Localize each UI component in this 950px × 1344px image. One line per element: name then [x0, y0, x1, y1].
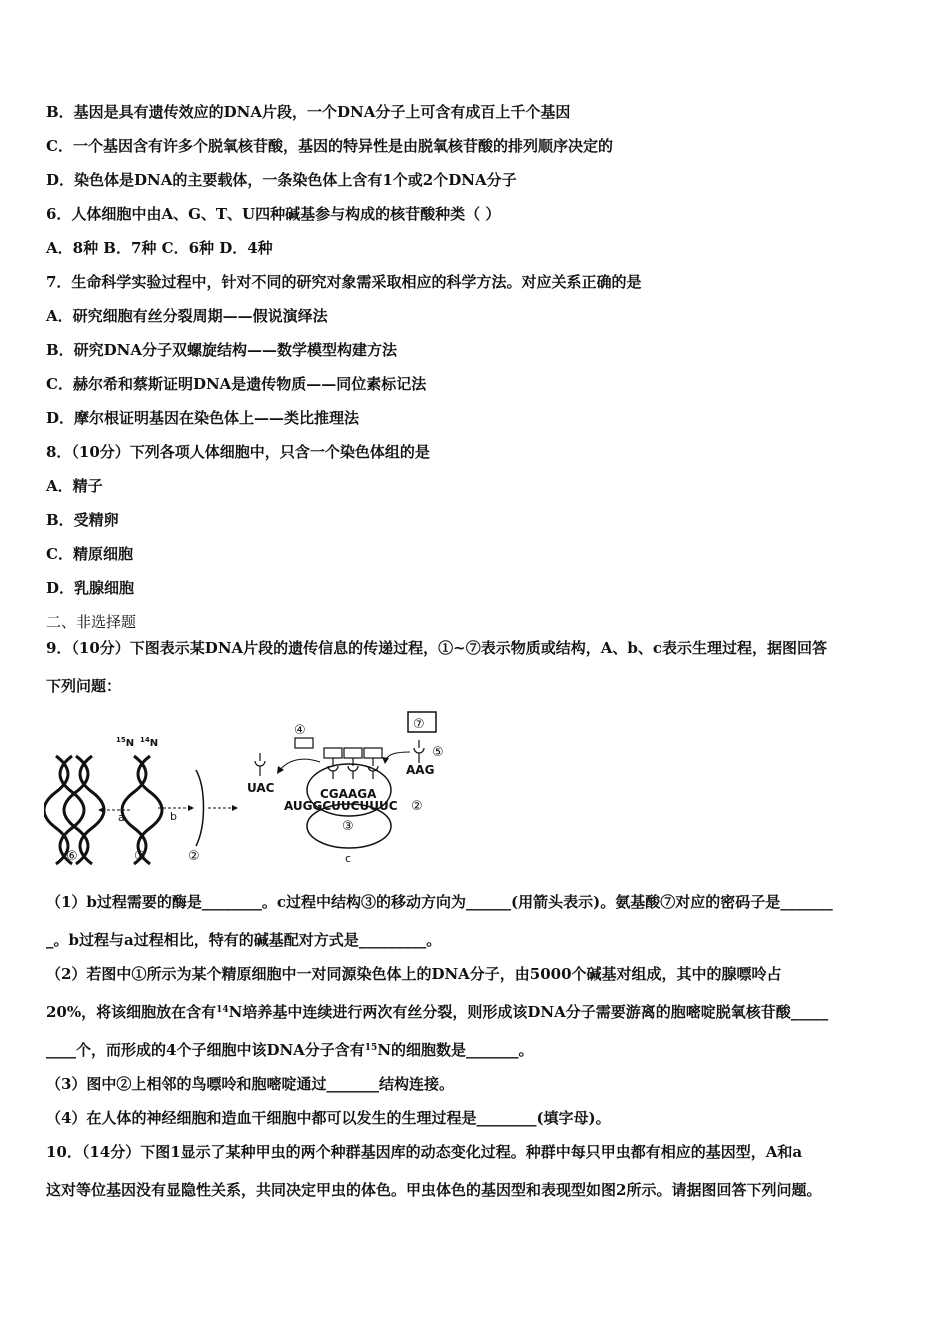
option-c-line: C．一个基因含有许多个脱氧核苷酸，基因的特异性是由脱氧核苷酸的排列顺序决定的 — [46, 137, 613, 155]
amino-acid-box-2 — [344, 748, 362, 758]
amino-acid-box-1 — [324, 748, 342, 758]
n14-label: $^{14}$N — [140, 736, 159, 749]
question-7-option-c: C．赫尔希和蔡斯证明DNA是遗传物质——同位素标记法 — [46, 375, 427, 393]
trna-in-arrow — [386, 752, 410, 760]
marker-7: ⑦ — [413, 717, 425, 732]
marker-2b: ② — [411, 799, 423, 814]
sq2c-pre: ____个，而形成的4个子细胞中该DNA分子含有 — [46, 1041, 365, 1059]
question-6: 6．人体细胞中由A、G、T、U四种碱基参与构成的核苷酸种类（ ） — [46, 205, 501, 223]
trna-out-arrow — [280, 759, 320, 770]
label-b: b — [170, 810, 177, 823]
section-heading: 二、非选择题 — [46, 613, 137, 631]
marker-4: ④ — [294, 723, 306, 738]
question-10-cont: 这对等位基因没有显隐性关系，共同决定甲虫的体色。甲虫体色的基因型和表现型如图2所示。请据图回答下列问题。 — [46, 1181, 822, 1199]
anticodon-aag: AAG — [406, 763, 435, 777]
sq2c-sup: 15 — [364, 1043, 378, 1053]
question-10: 10．（14分）下图1显示了某种甲虫的两个种群基因库的动态变化过程。种群中每只甲虫都有相应的基因型，A和a — [46, 1143, 803, 1161]
sq2-pre: 20%，将该细胞放在含有 — [46, 1003, 217, 1021]
trna-in-arrowhead — [382, 757, 389, 764]
marker-6: ⑥ — [66, 849, 78, 864]
sub-question-1-cont: _。b过程与a过程相比，特有的碱基配对方式是_________。 — [46, 931, 442, 949]
label-c: c — [345, 852, 352, 865]
question-8-option-c: C．精原细胞 — [46, 545, 133, 563]
sq2c-post: N的细胞数是_______。 — [377, 1041, 534, 1059]
dna-transfer-diagram — [44, 708, 444, 868]
sq2-post: N培养基中连续进行两次有丝分裂，则形成该DNA分子需要游离的胞嘧啶脱氧核苷酸_____ — [228, 1003, 829, 1021]
option-b-line: B．基因是具有遗传效应的DNA片段，一个DNA分子上可含有成百上千个基因 — [46, 103, 571, 121]
question-8-option-a: A．精子 — [46, 477, 103, 495]
option-d-line: D．染色体是DNA的主要载体，一条染色体上含有1个或2个DNA分子 — [46, 171, 517, 189]
trna-group — [255, 740, 424, 779]
marker-1: ① — [134, 849, 146, 864]
sub-question-2: （2）若图中①所示为某个精原细胞中一对同源染色体上的DNA分子，由5000个碱基对组成，其中的腺嘌呤占 — [46, 965, 782, 983]
sub-question-4: （4）在人体的神经细胞和造血干细胞中都可以发生的生理过程是________(填字母)。 — [46, 1109, 611, 1127]
sub-question-3: （3）图中②上相邻的鸟嘌呤和胞嘧啶通过_______结构连接。 — [46, 1075, 454, 1093]
question-8-option-b: B．受精卵 — [46, 511, 119, 529]
marker-3: ③ — [342, 819, 354, 834]
question-7-option-d: D．摩尔根证明基因在染色体上——类比推理法 — [46, 409, 360, 427]
peptide-box — [295, 738, 313, 748]
question-7-option-b: B．研究DNA分子双螺旋结构——数学模型构建方法 — [46, 341, 398, 359]
amino-acid-box-3 — [364, 748, 382, 758]
question-7-option-a: A．研究细胞有丝分裂周期——假说演绎法 — [46, 307, 328, 325]
sub-question-1: （1）b过程需要的酶是________。c过程中结构③的移动方向为______(用箭头表示)。氨基酸⑦对应的密码子是_______ — [46, 893, 833, 911]
question-7: 7．生命科学实验过程中，针对不同的研究对象需采取相应的科学方法。对应关系正确的是 — [46, 273, 642, 291]
question-8: 8．（10分）下列各项人体细胞中，只含一个染色体组的是 — [46, 443, 430, 461]
label-a: a — [118, 811, 125, 824]
marker-2: ② — [188, 849, 200, 864]
arrow-to-c-head — [232, 805, 238, 811]
sq2-sup: 14 — [216, 1005, 229, 1015]
question-6-options: A．8种 B．7种 C．6种 D．4种 — [46, 239, 273, 257]
anticodon-row: CGAAGA — [320, 787, 377, 801]
n15-label: $^{15}$N — [116, 736, 135, 749]
sub-question-2-cont2 — [46, 1040, 534, 1060]
question-9: 9．（10分）下图表示某DNA片段的遗传信息的传递过程，①~⑦表示物质或结构，A、b、c表示生理过程，据图回答 — [46, 639, 828, 657]
mrna-strand-2 — [196, 770, 204, 846]
question-8-option-d: D．乳腺细胞 — [46, 579, 135, 597]
arrow-b-head — [188, 805, 194, 811]
arrow-a-head — [98, 807, 104, 813]
dna-helix-6 — [44, 756, 104, 864]
mrna-sequence: AUGGCUUCUUUC — [284, 799, 398, 813]
anticodon-uac: UAC — [247, 781, 275, 795]
sub-question-2-cont — [46, 1002, 828, 1022]
marker-5: ⑤ — [432, 745, 444, 760]
question-9-cont: 下列问题： — [46, 677, 122, 695]
